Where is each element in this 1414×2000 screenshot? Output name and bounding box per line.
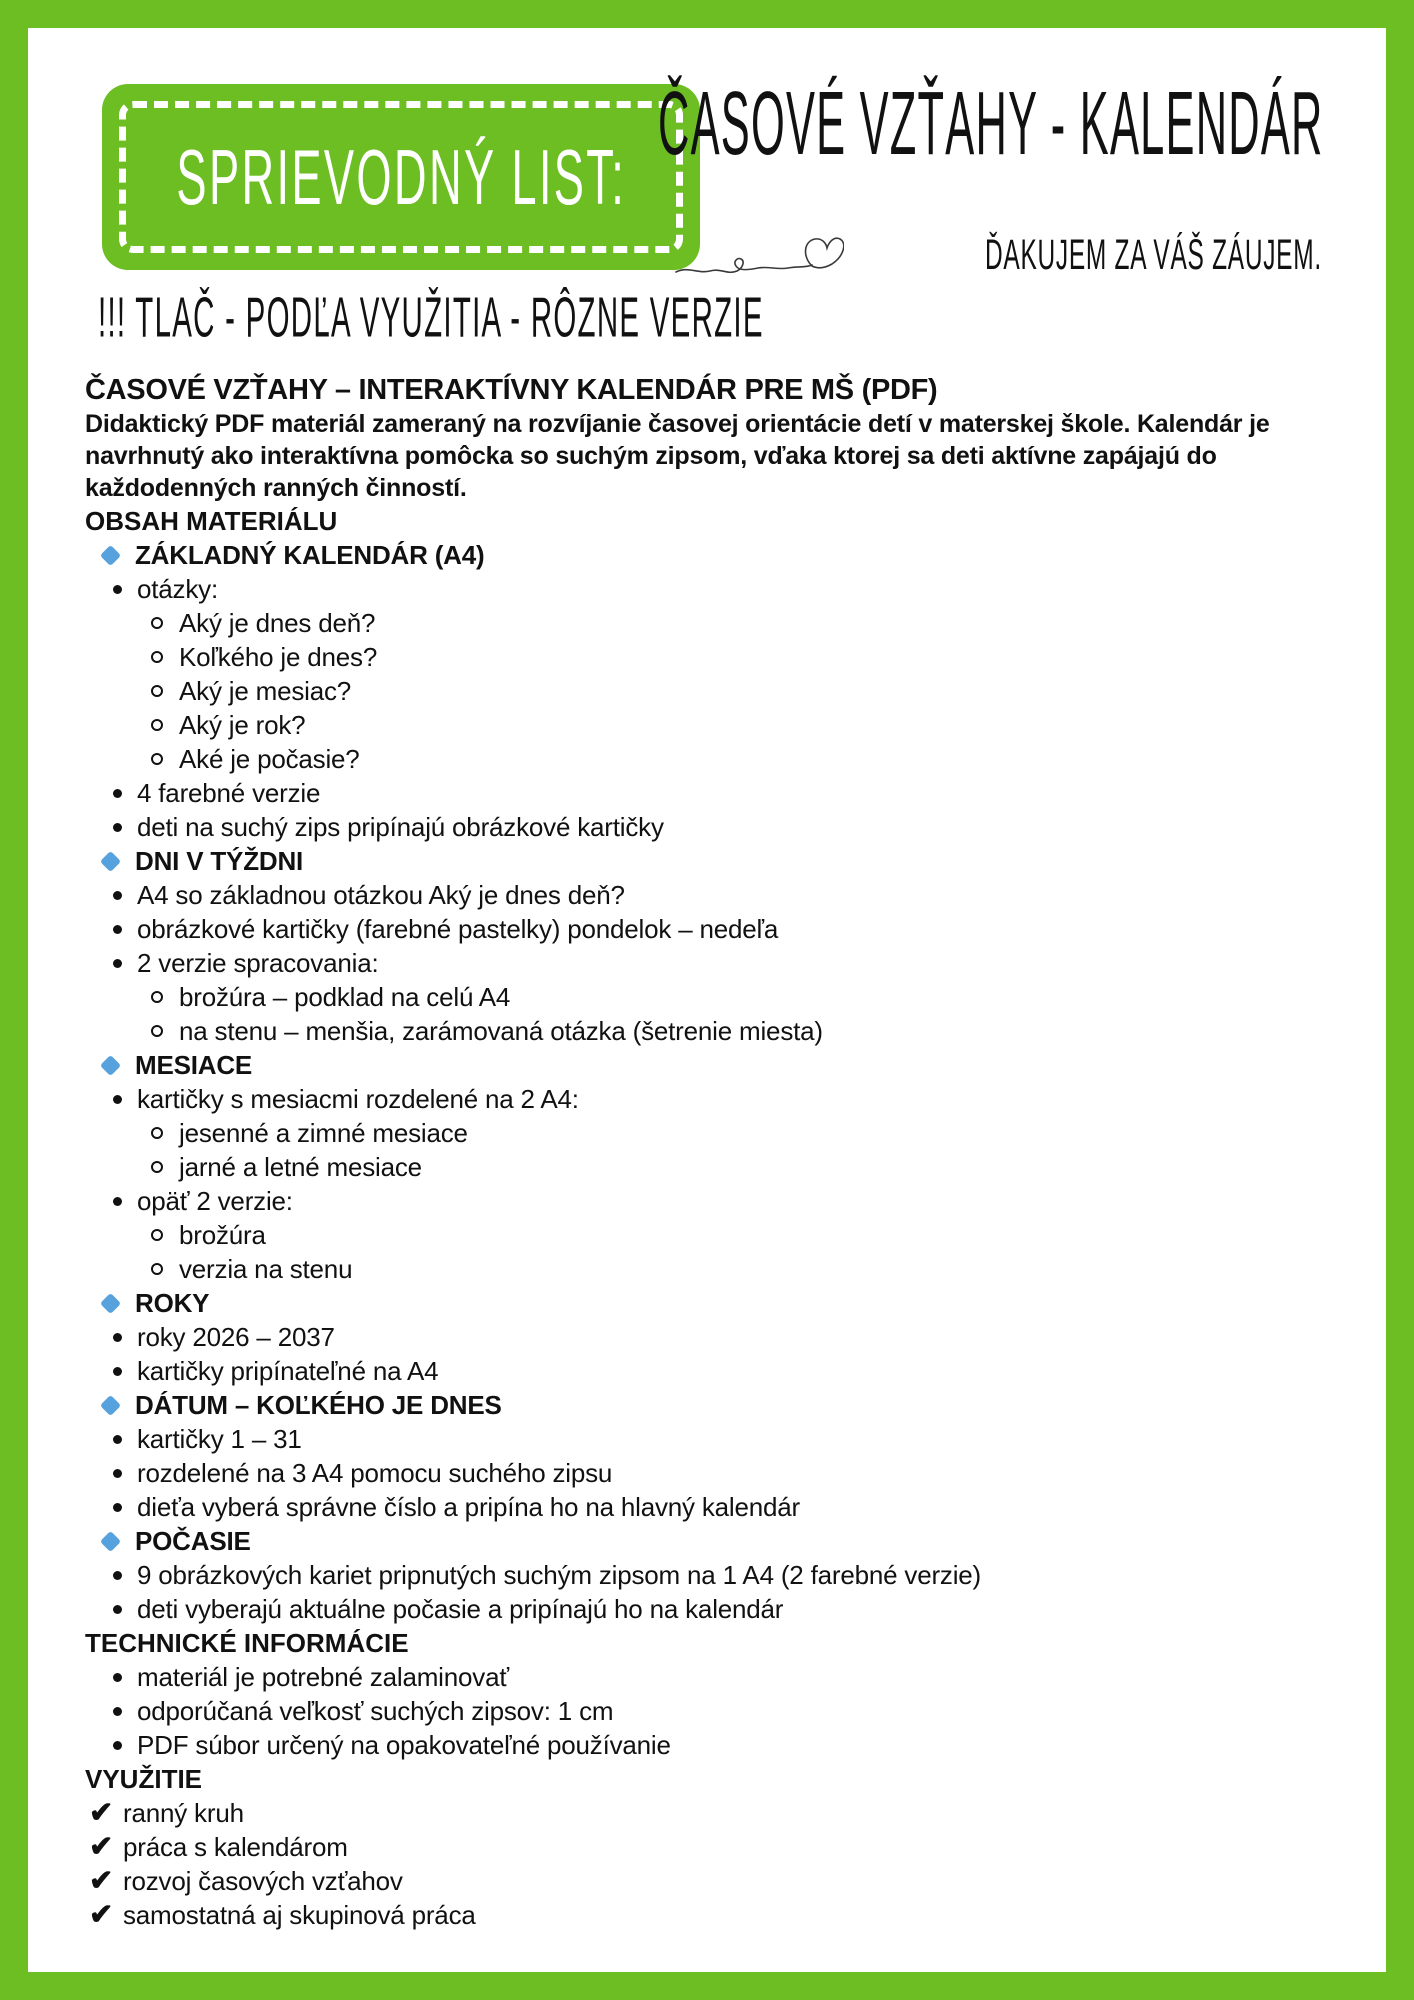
dot-bullet-icon (113, 585, 137, 594)
list-item (151, 708, 1338, 742)
list-item (113, 1660, 1338, 1694)
check-icon: ✔ (89, 1865, 114, 1897)
list-item (103, 1388, 1338, 1422)
list-item (103, 1524, 1338, 1558)
diamond-bullet-icon (103, 1058, 135, 1073)
list-item-text: 9 obrázkových kariet pripnutých suchým zipsom na 1 A4 (2 farebné verzie) (137, 1560, 982, 1590)
sublist-item-text: jesenné a zimné mesiace (179, 1118, 468, 1148)
list-item (113, 810, 1338, 844)
list-item (151, 742, 1338, 776)
list-item (113, 776, 1338, 810)
usage-item-text: ranný kruh (123, 1798, 244, 1828)
list-item-text: kartičky pripínateľné na A4 (137, 1356, 439, 1386)
list-item (113, 1422, 1338, 1456)
list-item (113, 1354, 1338, 1388)
sublist-item-text: Aký je mesiac? (179, 676, 352, 706)
section-title: ROKY (135, 1288, 210, 1318)
list-item (103, 538, 1338, 572)
sublist-item-text: Aký je dnes deň? (179, 608, 376, 638)
list-item (89, 1796, 1338, 1830)
content-sections (85, 538, 1338, 1626)
dot-bullet-icon (113, 1605, 137, 1614)
usage-heading: VYUŽITIE (85, 1764, 203, 1794)
diamond-bullet-icon (103, 1296, 135, 1311)
list-item (151, 1014, 1338, 1048)
dot-bullet-icon (113, 1707, 137, 1716)
list-item-text: opäť 2 verzie: (137, 1186, 293, 1216)
circle-bullet-icon (151, 1263, 179, 1275)
section-title: MESIACE (135, 1050, 253, 1080)
technical-heading: TECHNICKÉ INFORMÁCIE (85, 1628, 409, 1658)
list-item-text: 2 verzie spracovania: (137, 948, 379, 978)
dot-bullet-icon (113, 1095, 137, 1104)
dot-bullet-icon (113, 1571, 137, 1580)
list-item-text: rozdelené na 3 A4 pomocu suchého zipsu (137, 1458, 613, 1488)
diamond-bullet-icon (103, 548, 135, 563)
contents-heading: OBSAH MATERIÁLU (85, 506, 338, 536)
list-item (113, 1082, 1338, 1116)
technical-item-text: odporúčaná veľkosť suchých zipsov: 1 cm (137, 1696, 614, 1726)
print-note: !!! TLAČ - PODĽA VYUŽITIA - RÔZNE VERZIE (98, 285, 764, 349)
list-item (113, 572, 1338, 606)
dot-bullet-icon (113, 789, 137, 798)
section-title: ZÁKLADNÝ KALENDÁR (A4) (135, 540, 485, 570)
dot-bullet-icon (113, 1741, 137, 1750)
diamond-bullet-icon (103, 1534, 135, 1549)
list-item-text: dieťa vyberá správne číslo a pripína ho na hlavný kalendár (137, 1492, 801, 1522)
section-title: DÁTUM – KOĽKÉHO JE DNES (135, 1390, 502, 1420)
list-item (103, 844, 1338, 878)
list-item-text: 4 farebné verzie (137, 778, 321, 808)
sublist-item-text: brožúra – podklad na celú A4 (179, 982, 511, 1012)
circle-bullet-icon (151, 651, 179, 663)
technical-item-text: PDF súbor určený na opakovateľné používanie (137, 1730, 671, 1760)
circle-bullet-icon (151, 1127, 179, 1139)
sublist-item-text: Koľkého je dnes? (179, 642, 378, 672)
circle-bullet-icon (151, 719, 179, 731)
list-item (113, 1592, 1338, 1626)
dot-bullet-icon (113, 1435, 137, 1444)
check-icon: ✔ (89, 1899, 114, 1931)
list-item (89, 1830, 1338, 1864)
list-item (151, 1150, 1338, 1184)
intro-paragraph: Didaktický PDF materiál zameraný na rozvíjanie časovej orientácie detí v materskej škole. Kalendár je navrhnutý ako interaktívna pomôcka so suchým zipsom, vďaka ktorej sa deti aktívne zapájajú do každodenných ranných činností. (85, 410, 1270, 502)
page-title: ČASOVÉ VZŤAHY - KALENDÁR (658, 73, 1324, 174)
dot-bullet-icon (113, 1469, 137, 1478)
dot-bullet-icon (113, 891, 137, 900)
list-item (151, 1218, 1338, 1252)
heart-doodle-icon (674, 226, 844, 278)
sublist-item-text: Aký je rok? (179, 710, 306, 740)
usage-item-text: práca s kalendárom (123, 1832, 348, 1862)
circle-bullet-icon (151, 1229, 179, 1241)
list-item (151, 1116, 1338, 1150)
sublist-item-text: verzia na stenu (179, 1254, 353, 1284)
list-item (151, 1252, 1338, 1286)
dot-bullet-icon (113, 1503, 137, 1512)
list-item (151, 640, 1338, 674)
list-item (113, 1184, 1338, 1218)
list-item-text: deti vyberajú aktuálne počasie a pripínajú ho na kalendár (137, 1594, 784, 1624)
list-item (89, 1864, 1338, 1898)
dot-bullet-icon (113, 1333, 137, 1342)
dot-bullet-icon (113, 1673, 137, 1682)
list-item (113, 1694, 1338, 1728)
dot-bullet-icon (113, 925, 137, 934)
list-item (113, 1320, 1338, 1354)
circle-bullet-icon (151, 1161, 179, 1173)
list-item (113, 1456, 1338, 1490)
list-item (151, 606, 1338, 640)
check-icon: ✔ (89, 1797, 114, 1829)
dot-bullet-icon (113, 1367, 137, 1376)
list-item (113, 946, 1338, 980)
badge-dashed-frame (119, 101, 683, 253)
circle-bullet-icon (151, 617, 179, 629)
dot-bullet-icon (113, 959, 137, 968)
sublist-item-text: na stenu – menšia, zarámovaná otázka (šetrenie miesta) (179, 1016, 823, 1046)
check-icon: ✔ (89, 1831, 114, 1863)
document-body (85, 372, 1338, 1932)
usage-item-text: rozvoj časových vzťahov (123, 1866, 403, 1896)
usage-list (85, 1796, 1338, 1932)
cover-badge (102, 84, 700, 270)
list-item (113, 1728, 1338, 1762)
list-item-text: obrázkové kartičky (farebné pastelky) pondelok – nedeľa (137, 914, 779, 944)
list-item-text: otázky: (137, 574, 218, 604)
circle-bullet-icon (151, 1025, 179, 1037)
list-item (113, 912, 1338, 946)
list-item-text: deti na suchý zips pripínajú obrázkové kartičky (137, 812, 664, 842)
sublist-item-text: Aké je počasie? (179, 744, 360, 774)
list-item (103, 1048, 1338, 1082)
circle-bullet-icon (151, 991, 179, 1003)
list-item (113, 1558, 1338, 1592)
usage-item-text: samostatná aj skupinová práca (123, 1900, 476, 1930)
thanks-row (674, 226, 1322, 280)
list-item-text: A4 so základnou otázkou Aký je dnes deň? (137, 880, 625, 910)
technical-list (85, 1660, 1338, 1762)
thanks-label: ĎAKUJEM ZA VÁŠ ZÁUJEM. (985, 231, 1322, 279)
list-item-text: kartičky s mesiacmi rozdelené na 2 A4: (137, 1084, 579, 1114)
sublist-item-text: brožúra (179, 1220, 266, 1250)
list-item-text: roky 2026 – 2037 (137, 1322, 335, 1352)
dot-bullet-icon (113, 823, 137, 832)
circle-bullet-icon (151, 753, 179, 765)
list-item (103, 1286, 1338, 1320)
technical-item-text: materiál je potrebné zalaminovať (137, 1662, 509, 1692)
diamond-bullet-icon (103, 854, 135, 869)
list-item (113, 1490, 1338, 1524)
diamond-bullet-icon (103, 1398, 135, 1413)
list-item (89, 1898, 1338, 1932)
section-title: DNI V TÝŽDNI (135, 846, 304, 876)
list-item (151, 674, 1338, 708)
badge-label: SPRIEVODNÝ LIST: (176, 133, 626, 221)
section-title: POČASIE (135, 1526, 251, 1556)
document-heading: ČASOVÉ VZŤAHY – INTERAKTÍVNY KALENDÁR PRE MŠ (PDF) (85, 374, 938, 406)
dot-bullet-icon (113, 1197, 137, 1206)
circle-bullet-icon (151, 685, 179, 697)
list-item (113, 878, 1338, 912)
sublist-item-text: jarné a letné mesiace (179, 1152, 422, 1182)
list-item (151, 980, 1338, 1014)
list-item-text: kartičky 1 – 31 (137, 1424, 302, 1454)
